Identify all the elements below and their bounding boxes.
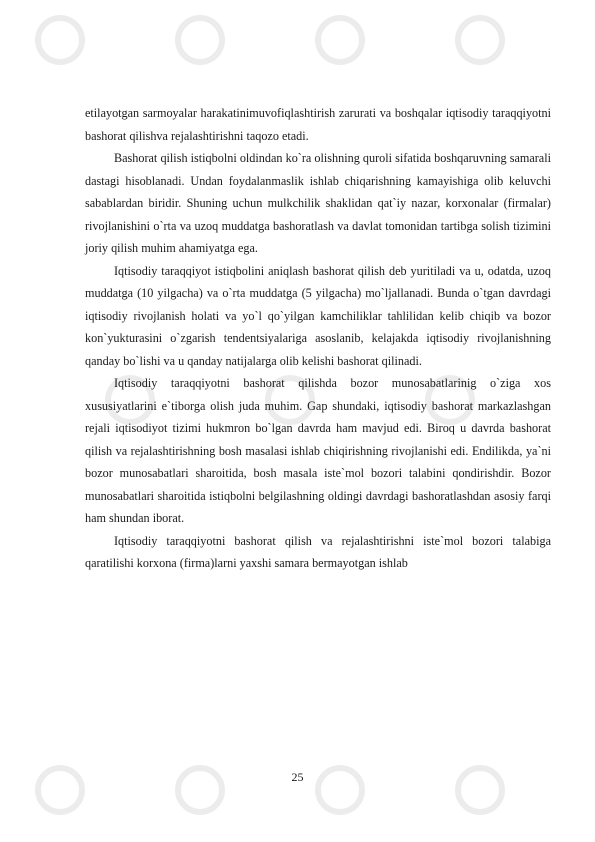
- paragraph-5: Iqtisodiy taraqqiyotni bashorat qilish va rejalashtirishni iste`mol bozori talabiga qaratilishi korxona (firma)larni yaxshi samara bermayotgan ishlab: [85, 533, 551, 570]
- paragraph-2: Bashorat qilish istiqbolni oldindan ko`ra olishning quroli sifatida boshqaruvning samarali dastagi hisoblanadi. Undan foydalanmaslik ishlab chiqarishning kamayishiga olib keluvchi sabablardan biridir. Shuning uchun mulkchilik shaklidan qat`iy nazar, korxonalar (firmalar) rivojlanishini o`rta va uzoq muddatga bashoratlash va davlat tomonidan tartibga solish tizimini joriy qilish muhim ahamiyatga ega.: [85, 151, 551, 255]
- paragraph-3: Iqtisodiy taraqqiyot istiqbolini aniqlash bashorat qilish deb yuritiladi va u, odatda, uzoq muddatga (10 yilgacha) va o`rta muddatga (5 yilgacha) mo`ljallanadi. Bunda o`tgan davrdagi iqtisodiy rivojlanish holati va yo`l qo`yilgan kamchiliklar tahlilidan kelib chiqib va bozor kon`yukturasini o`zgarish tendentsiyalariga asoslanib, kelajakda iqtisodiy rivojlanishning qanday bo`lishi va u qanday natijalarga olib kelishi bashorat qilinadi.: [85, 263, 551, 368]
- page-number: 25: [291, 770, 304, 784]
- paragraph-1: etilayotgan sarmoyalar harakatinimuvofiqlashtirish zarurati va boshqalar iqtisodiy taraqqiyotni bashorat qilishva rejalashtirishni taqozo etadi.: [85, 106, 551, 143]
- paragraph-4: Iqtisodiy taraqqiyotni bashorat qilishda bozor munosabatlarinig o`ziga xos xususiyatlarini e`tiborga olish juda muhim. Gap shundaki, iqtisodiy bashorat markazlashgan rejali iqtisodiyot tizimi hukmron bo`lgan davrda ham mavjud edi. Biroq u davrda bashorat qilish va rejalashtirishning bosh masalasi ishlab chiqirishning rivojlanishi edi. Endilikda, ya`ni bozor munosabatlari sharoitida, bosh masala iste`mol bozori talabini qondirishdir. Bozor munosabatlari sharoitida istiqbolni belgilashning oldingi davrdagi bashoratlashdan asosiy farqi ham shundan iborat.: [85, 376, 551, 525]
- document-body: [85, 102, 551, 575]
